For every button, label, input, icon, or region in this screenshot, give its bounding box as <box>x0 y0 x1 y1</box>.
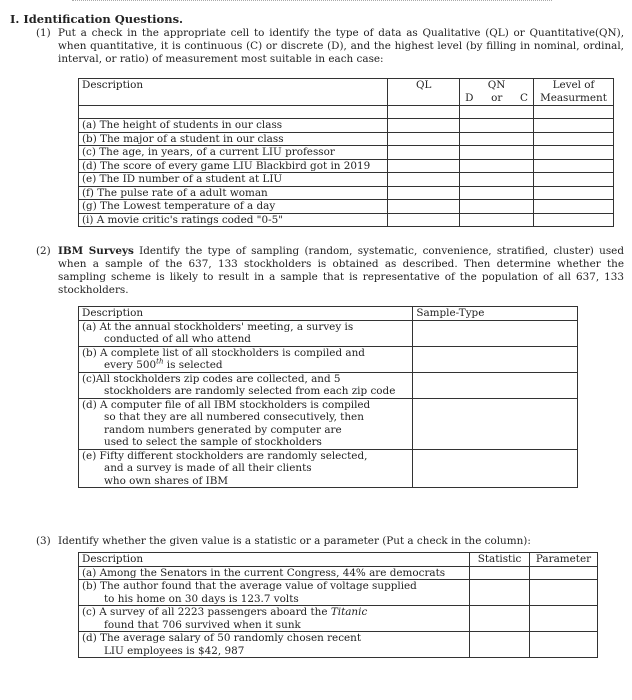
qn-cell[interactable] <box>460 146 534 160</box>
question-text: Put a check in the appropriate cell to identify the type of data as Qualitative (QL) or Quantitative(QN), when quantitative, it is continuous (C) or discrete (D), and the highest level (by filling in nominal, ordinal, interval, or ratio) of measurement most suitable in each case: <box>58 27 624 65</box>
qn-cell[interactable] <box>460 200 534 214</box>
statistic-parameter-table <box>78 552 598 658</box>
table-header-row <box>79 79 614 93</box>
table-row: (a) At the annual stockholders' meeting, a survey is conducted of all who attend <box>79 320 578 346</box>
table-header-row <box>79 307 578 321</box>
top-rule <box>72 0 552 3</box>
ql-cell[interactable] <box>388 200 460 214</box>
table-row: (g) The Lowest temperature of a day <box>79 200 614 214</box>
header-description: Description <box>79 79 388 106</box>
qn-cell[interactable] <box>460 119 534 133</box>
question-2 <box>36 245 624 297</box>
header-description: Description <box>79 307 413 321</box>
sample-type-cell[interactable] <box>413 398 578 449</box>
qn-cell[interactable] <box>460 186 534 200</box>
level-cell[interactable] <box>534 159 614 173</box>
table-header-row <box>79 553 598 567</box>
ql-cell[interactable] <box>388 159 460 173</box>
table-row: (b) The author found that the average value of voltage supplied to his home on 30 days is 123.7 volts <box>79 580 598 606</box>
header-description: Description <box>79 553 470 567</box>
table-row: (c) A survey of all 2223 passengers aboard the Titanic found that 706 survived when it sunk <box>79 606 598 632</box>
table-row: (c)All stockholders zip codes are collected, and 5 stockholders are randomly selected from each zip code <box>79 372 578 398</box>
parameter-cell[interactable] <box>530 566 598 580</box>
level-cell[interactable] <box>534 200 614 214</box>
sample-type-cell[interactable] <box>413 372 578 398</box>
parameter-cell[interactable] <box>530 632 598 658</box>
data-type-table <box>78 78 614 227</box>
header-d: D <box>465 92 474 104</box>
question-text: Identify whether the given value is a statistic or a parameter (Put a check in the column): <box>58 535 531 547</box>
parameter-cell[interactable] <box>530 606 598 632</box>
table-row: (b) A complete list of all stockholders is compiled and every 500th is selected <box>79 346 578 372</box>
table-row: (c) The age, in years, of a current LIU professor <box>79 146 614 160</box>
question-number: (2) <box>36 245 51 257</box>
qn-cell[interactable] <box>460 159 534 173</box>
header-level-2: Measurment <box>534 92 614 106</box>
level-cell[interactable] <box>534 213 614 227</box>
question-number: (1) <box>36 27 51 39</box>
header-c: C <box>520 92 528 104</box>
ql-cell[interactable] <box>388 186 460 200</box>
table-row: (d) A computer file of all IBM stockholders is compiled so that they are all numbered consecutively, then random numbers generated by computer are used to select the sample of stockholders <box>79 398 578 449</box>
qn-cell[interactable] <box>460 213 534 227</box>
ql-cell[interactable] <box>388 213 460 227</box>
statistic-cell[interactable] <box>470 632 530 658</box>
question-1 <box>36 27 624 66</box>
level-cell[interactable] <box>534 186 614 200</box>
statistic-cell[interactable] <box>470 580 530 606</box>
table-row: (f) The pulse rate of a adult woman <box>79 186 614 200</box>
header-qn-sub <box>460 92 534 106</box>
table-row: (d) The score of every game LIU Blackbird got in 2019 <box>79 159 614 173</box>
level-cell[interactable] <box>534 132 614 146</box>
header-level-1: Level of <box>534 79 614 93</box>
header-qn: QN <box>460 79 534 93</box>
level-cell[interactable] <box>534 173 614 187</box>
table-row: (i) A movie critic's ratings coded "0-5" <box>79 213 614 227</box>
header-statistic: Statistic <box>470 553 530 567</box>
ql-cell[interactable] <box>388 132 460 146</box>
question-3 <box>36 535 624 548</box>
table-row: (e) Fifty different stockholders are randomly selected, and a survey is made of all their clients who own shares of IBM <box>79 449 578 488</box>
row-continuation: every 500th is selected <box>104 357 223 371</box>
ql-cell[interactable] <box>388 146 460 160</box>
header-parameter: Parameter <box>530 553 598 567</box>
sampling-table <box>78 306 578 488</box>
header-or: or <box>491 92 503 104</box>
statistic-cell[interactable] <box>470 566 530 580</box>
statistic-cell[interactable] <box>470 606 530 632</box>
table-row: (e) The ID number of a student at LIU <box>79 173 614 187</box>
row-first-line: (c) A survey of all 2223 passengers aboard the Titanic <box>82 606 368 618</box>
sample-type-cell[interactable] <box>413 320 578 346</box>
sample-type-cell[interactable] <box>413 449 578 488</box>
qn-cell[interactable] <box>460 173 534 187</box>
parameter-cell[interactable] <box>530 580 598 606</box>
table-row: (a) The height of students in our class <box>79 119 614 133</box>
header-sample-type: Sample-Type <box>413 307 578 321</box>
section-title: I. Identification Questions. <box>10 12 184 26</box>
table-row: (d) The average salary of 50 randomly chosen recent LIU employees is $42, 987 <box>79 632 598 658</box>
level-cell[interactable] <box>534 119 614 133</box>
question-bold-lead: IBM Surveys <box>58 245 134 257</box>
ql-cell[interactable] <box>388 119 460 133</box>
header-ql: QL <box>388 79 460 106</box>
ql-cell[interactable] <box>388 173 460 187</box>
question-text: Identify the type of sampling (random, systematic, convenience, stratified, cluster) used when a sample of the 637, 133 stockholders is obtained as described. Then determine whether the sampling scheme is likely to result in a sample that is representative of the population of all 637, 133 stockholders. <box>58 245 624 296</box>
table-row: (a) Among the Senators in the current Congress, 44% are democrats <box>79 566 598 580</box>
sample-type-cell[interactable] <box>413 346 578 372</box>
table-row: (b) The major of a student in our class <box>79 132 614 146</box>
question-number: (3) <box>36 535 51 547</box>
qn-cell[interactable] <box>460 132 534 146</box>
level-cell[interactable] <box>534 146 614 160</box>
